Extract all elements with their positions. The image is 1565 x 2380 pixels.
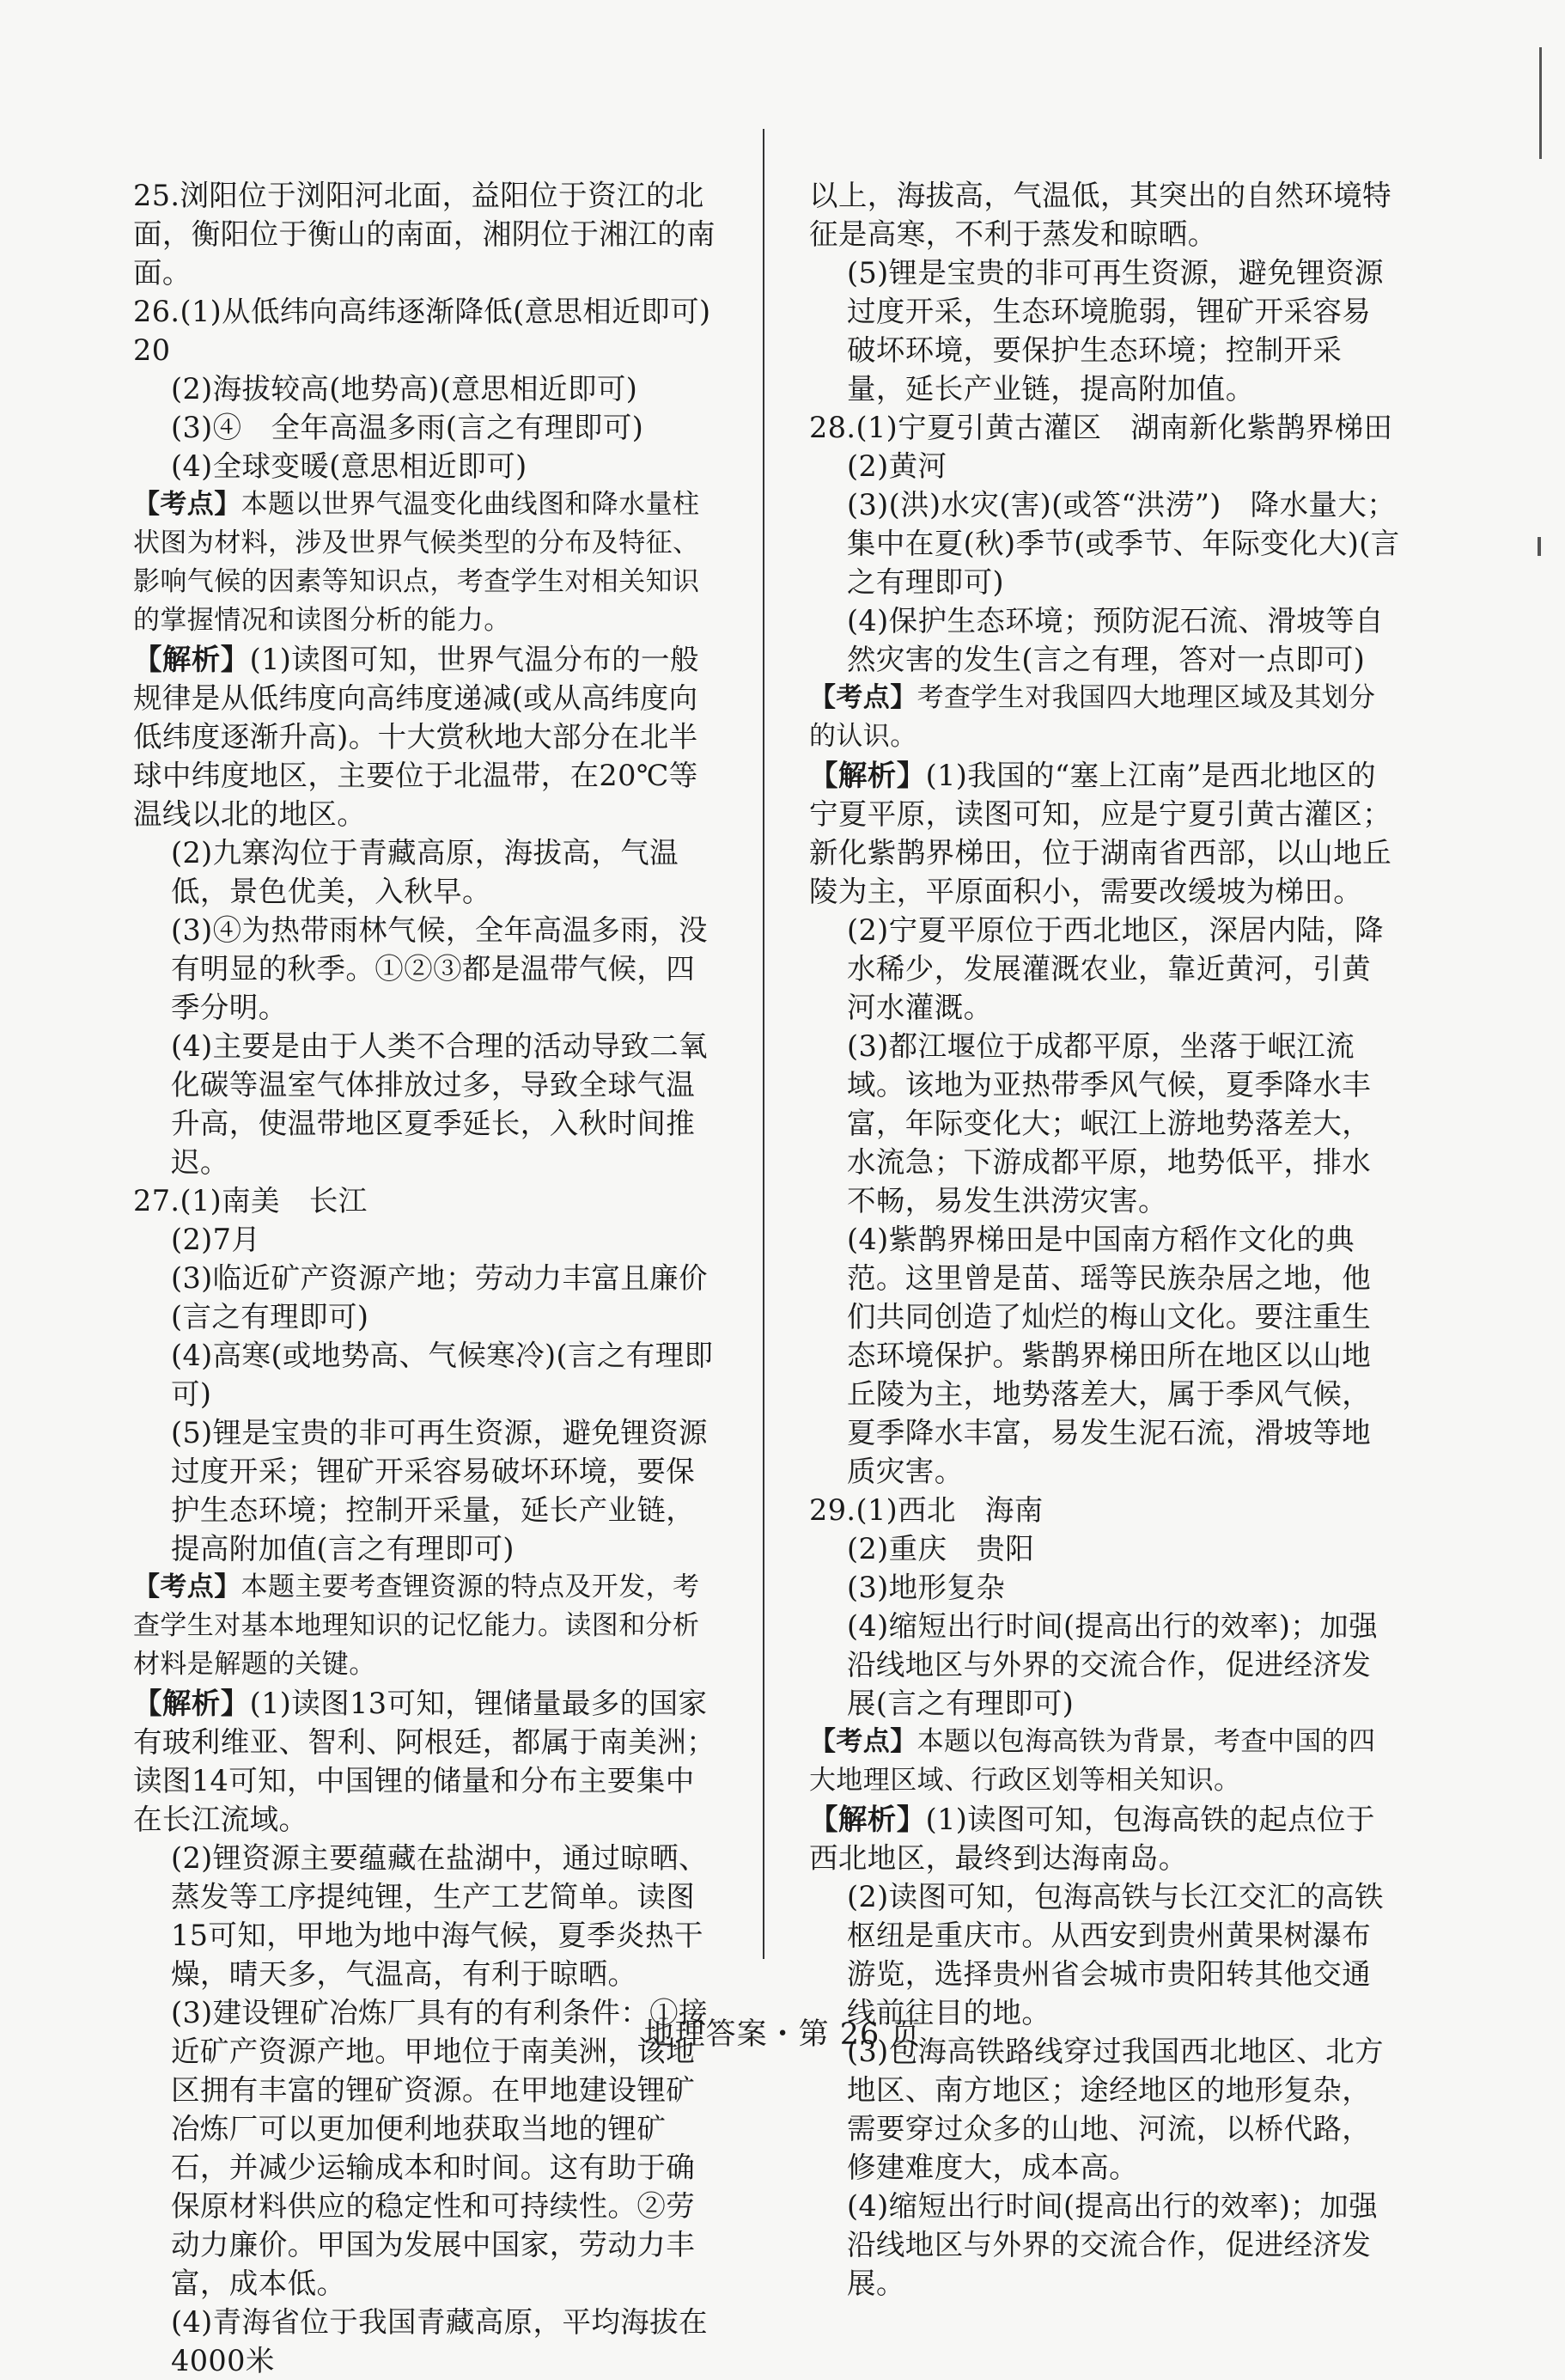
answer-line: [809, 2032, 1400, 2187]
answer-line: [133, 911, 717, 1027]
answer-line: [133, 1181, 717, 1220]
text: (2)海拔较高(地势高)(意思相近即可): [171, 372, 638, 406]
section-tag: 【考点】: [809, 1726, 917, 1757]
text: (3)④为热带雨林气候，全年高温多雨，没有明显的秋季。①②③都是温带气候，四季分明。: [171, 913, 708, 1024]
text: 本题以世界气温变化曲线图和降水量柱状图为材料，涉及世界气候类型的分布及特征、影响气候的因素等知识点，考查学生对相关知识的掌握情况和读图分析的能力。: [133, 489, 700, 636]
text: 本题以包海高铁为背景，考查中国的四大地理区域、行政区划等相关知识。: [809, 1726, 1376, 1796]
analysis: [809, 1800, 1400, 1877]
text: (4)青海省位于我国青藏高原，平均海拔在4000米: [171, 2305, 708, 2377]
answer-line: [133, 833, 717, 911]
answer-line: [809, 1877, 1400, 2032]
text: (4)高寒(或地势高、气候寒冷)(言之有理即可): [171, 1339, 714, 1411]
section-tag: 【解析】: [809, 759, 926, 792]
text: (3)建设锂矿冶炼厂具有的有利条件：①接近矿产资源产地。甲地位于南美洲，该地区拥有丰富的锂矿资源。在甲地建设锂矿冶炼厂可以更加便利地获取当地的锂矿石，并减少运输成本和时间。这有助于确保原材料供应的稳定性和可持续性。②劳动力廉价。甲国为发展中国家，劳动力丰富，成本低。: [171, 1996, 708, 2300]
section-tag: 【解析】: [133, 1687, 250, 1720]
text: (3)(洪)水灾(害)(或答“洪涝”) 降水量大；集中在夏(秋)季节(或季节、年际变化大)(言之有理即可): [847, 488, 1400, 599]
text: (4)紫鹊界梯田是中国南方稻作文化的典范。这里曾是苗、瑶等民族杂居之地，他们共同创造了灿烂的梅山文化。要注重生态环境保护。紫鹊界梯田所在地区以山地丘陵为主，地势落差大，属于季风气候，夏季降水丰富，易发生泥石流，滑坡等地质灾害。: [847, 1223, 1372, 1488]
exam-point: [133, 1568, 717, 1684]
text: (1)读图可知，包海高铁的起点位于西北地区，最终到达海南岛。: [809, 1803, 1375, 1875]
text: 29.(1)西北 海南: [809, 1493, 1044, 1527]
exam-point: [133, 485, 717, 640]
answer-line: [809, 1220, 1400, 1491]
text: (2)锂资源主要蕴藏在盐湖中，通过晾晒、蒸发等工序提纯锂，生产工艺简单。读图15可知，甲地为地中海气候，夏季炎热干燥，晴天多，气温高，有利于晾晒。: [171, 1841, 708, 1991]
exam-point: [809, 679, 1400, 756]
text: 25.浏阳位于浏阳河北面，益阳位于资江的北面，衡阳位于衡山的南面，湘阴位于湘江的南面。: [133, 179, 716, 290]
text: (4)保护生态环境；预防泥石流、滑坡等自然灾害的发生(言之有理，答对一点即可): [847, 604, 1384, 676]
text: (5)锂是宝贵的非可再生资源，避免锂资源过度开采，生态环境脆弱，锂矿开采容易破坏环境，要保护生态环境；控制开采量，延长产业链，提高附加值。: [847, 256, 1384, 406]
answer-line: [133, 1220, 717, 1259]
answer-line: [809, 1027, 1400, 1220]
answer-line: [133, 369, 717, 408]
scan-edge-mark: [1538, 537, 1541, 556]
text: (3)④ 全年高温多雨(言之有理即可): [171, 411, 644, 444]
text: 26.(1)从低纬向高纬逐渐降低(意思相近即可) 20: [133, 295, 740, 367]
text: (3)包海高铁路线穿过我国西北地区、北方地区、南方地区；途经地区的地形复杂，需要穿过众多的山地、河流，以桥代路，修建难度大，成本高。: [847, 2035, 1384, 2184]
page-footer: 地理答案・第 26 页: [643, 2017, 922, 2052]
text: (1)读图13可知，锂储量最多的国家有玻利维亚、智利、阿根廷，都属于南美洲；读图14可知，中国锂的储量和分布主要集中在长江流域。: [133, 1687, 716, 1836]
scan-edge-mark: [1539, 47, 1542, 159]
answer-line: [809, 1607, 1400, 1723]
text: 28.(1)宁夏引黄古灌区 湖南新化紫鹊界梯田: [809, 411, 1393, 444]
text: (4)缩短出行时间(提高出行的效率)；加强沿线地区与外界的交流合作，促进经济发展。: [847, 2189, 1378, 2300]
analysis: [133, 640, 717, 833]
section-tag: 【解析】: [809, 1803, 926, 1836]
text: (4)全球变暖(意思相近即可): [171, 449, 527, 483]
answer-line: [809, 485, 1400, 601]
analysis: [133, 1684, 717, 1839]
section-tag: 【考点】: [809, 682, 917, 713]
column-divider: [763, 129, 764, 1959]
section-tag: 【解析】: [133, 643, 250, 676]
section-tag: 【考点】: [133, 1571, 241, 1602]
analysis: [809, 756, 1400, 911]
answer-line: [133, 1336, 717, 1413]
answer-line: [133, 1413, 717, 1568]
text: (1)读图可知，世界气温分布的一般规律是从低纬度向高纬度递减(或从高纬度向低纬度逐渐升高)。十大赏秋地大部分在北半球中纬度地区，主要位于北温带，在20℃等温线以北的地区。: [133, 643, 699, 831]
text: (5)锂是宝贵的非可再生资源，避免锂资源过度开采；锂矿开采容易破坏环境，要保护生态环境；控制开采量，延长产业链，提高附加值(言之有理即可): [171, 1416, 708, 1565]
text: 本题主要考查锂资源的特点及开发，考查学生对基本地理知识的记忆能力。读图和分析材料是解题的关键。: [133, 1571, 700, 1680]
answer-line: [133, 176, 717, 292]
answer-line: [133, 447, 717, 485]
answer-line: [133, 1839, 717, 1993]
text: (2)宁夏平原位于西北地区，深居内陆，降水稀少，发展灌溉农业，靠近黄河，引黄河水灌溉。: [847, 913, 1384, 1024]
answer-line: [809, 601, 1400, 679]
text: (2)黄河: [847, 449, 947, 483]
answer-line: [809, 408, 1400, 447]
answer-line: [809, 1491, 1400, 1529]
text: 27.(1)南美 长江: [133, 1184, 368, 1217]
answer-line: [809, 176, 1400, 253]
answer-line: [133, 408, 717, 447]
answer-line: [809, 253, 1400, 408]
text: (4)缩短出行时间(提高出行的效率)；加强沿线地区与外界的交流合作，促进经济发展(言之有理即可): [847, 1609, 1378, 1720]
text: (2)7月: [171, 1223, 261, 1256]
text: (4)主要是由于人类不合理的活动导致二氧化碳等温室气体排放过多，导致全球气温升高，使温带地区夏季延长，入秋时间推迟。: [171, 1029, 708, 1179]
section-tag: 【考点】: [133, 489, 241, 520]
text: (1)我国的“塞上江南”是西北地区的宁夏平原，读图可知，应是宁夏引黄古灌区；新化紫鹊界梯田，位于湖南省西部，以山地丘陵为主，平原面积小，需要改缓坡为梯田。: [809, 759, 1391, 908]
text: (2)九寨沟位于青藏高原，海拔高，气温低，景色优美，入秋早。: [171, 836, 679, 908]
right-column: [809, 176, 1400, 2303]
text: (2)重庆 贵阳: [847, 1532, 1035, 1565]
answer-line: [133, 1027, 717, 1181]
answer-line: [809, 1568, 1400, 1607]
text: (3)地形复杂: [847, 1571, 1006, 1604]
text: (3)临近矿产资源产地；劳动力丰富且廉价(言之有理即可): [171, 1261, 708, 1333]
answer-line: [133, 1259, 717, 1336]
answer-line: [133, 2303, 717, 2380]
text: 以上，海拔高，气温低，其突出的自然环境特征是高寒，不利于蒸发和晾晒。: [809, 179, 1391, 251]
answer-line: [133, 292, 740, 369]
text: 考查学生对我国四大地理区域及其划分的认识。: [809, 682, 1376, 752]
text: (2)读图可知，包海高铁与长江交汇的高铁枢纽是重庆市。从西安到贵州黄果树瀑布游览，选择贵州省会城市贵阳转其他交通线前往目的地。: [847, 1880, 1384, 2029]
exam-point: [809, 1723, 1400, 1800]
text: (3)都江堰位于成都平原，坐落于岷江流域。该地为亚热带季风气候，夏季降水丰富，年际变化大；岷江上游地势落差大，水流急；下游成都平原，地势低平，排水不畅，易发生洪涝灾害。: [847, 1029, 1372, 1217]
answer-line: [809, 447, 1400, 485]
answer-line: [809, 2187, 1400, 2303]
answer-line: [809, 1529, 1400, 1568]
answer-line: [809, 911, 1400, 1027]
